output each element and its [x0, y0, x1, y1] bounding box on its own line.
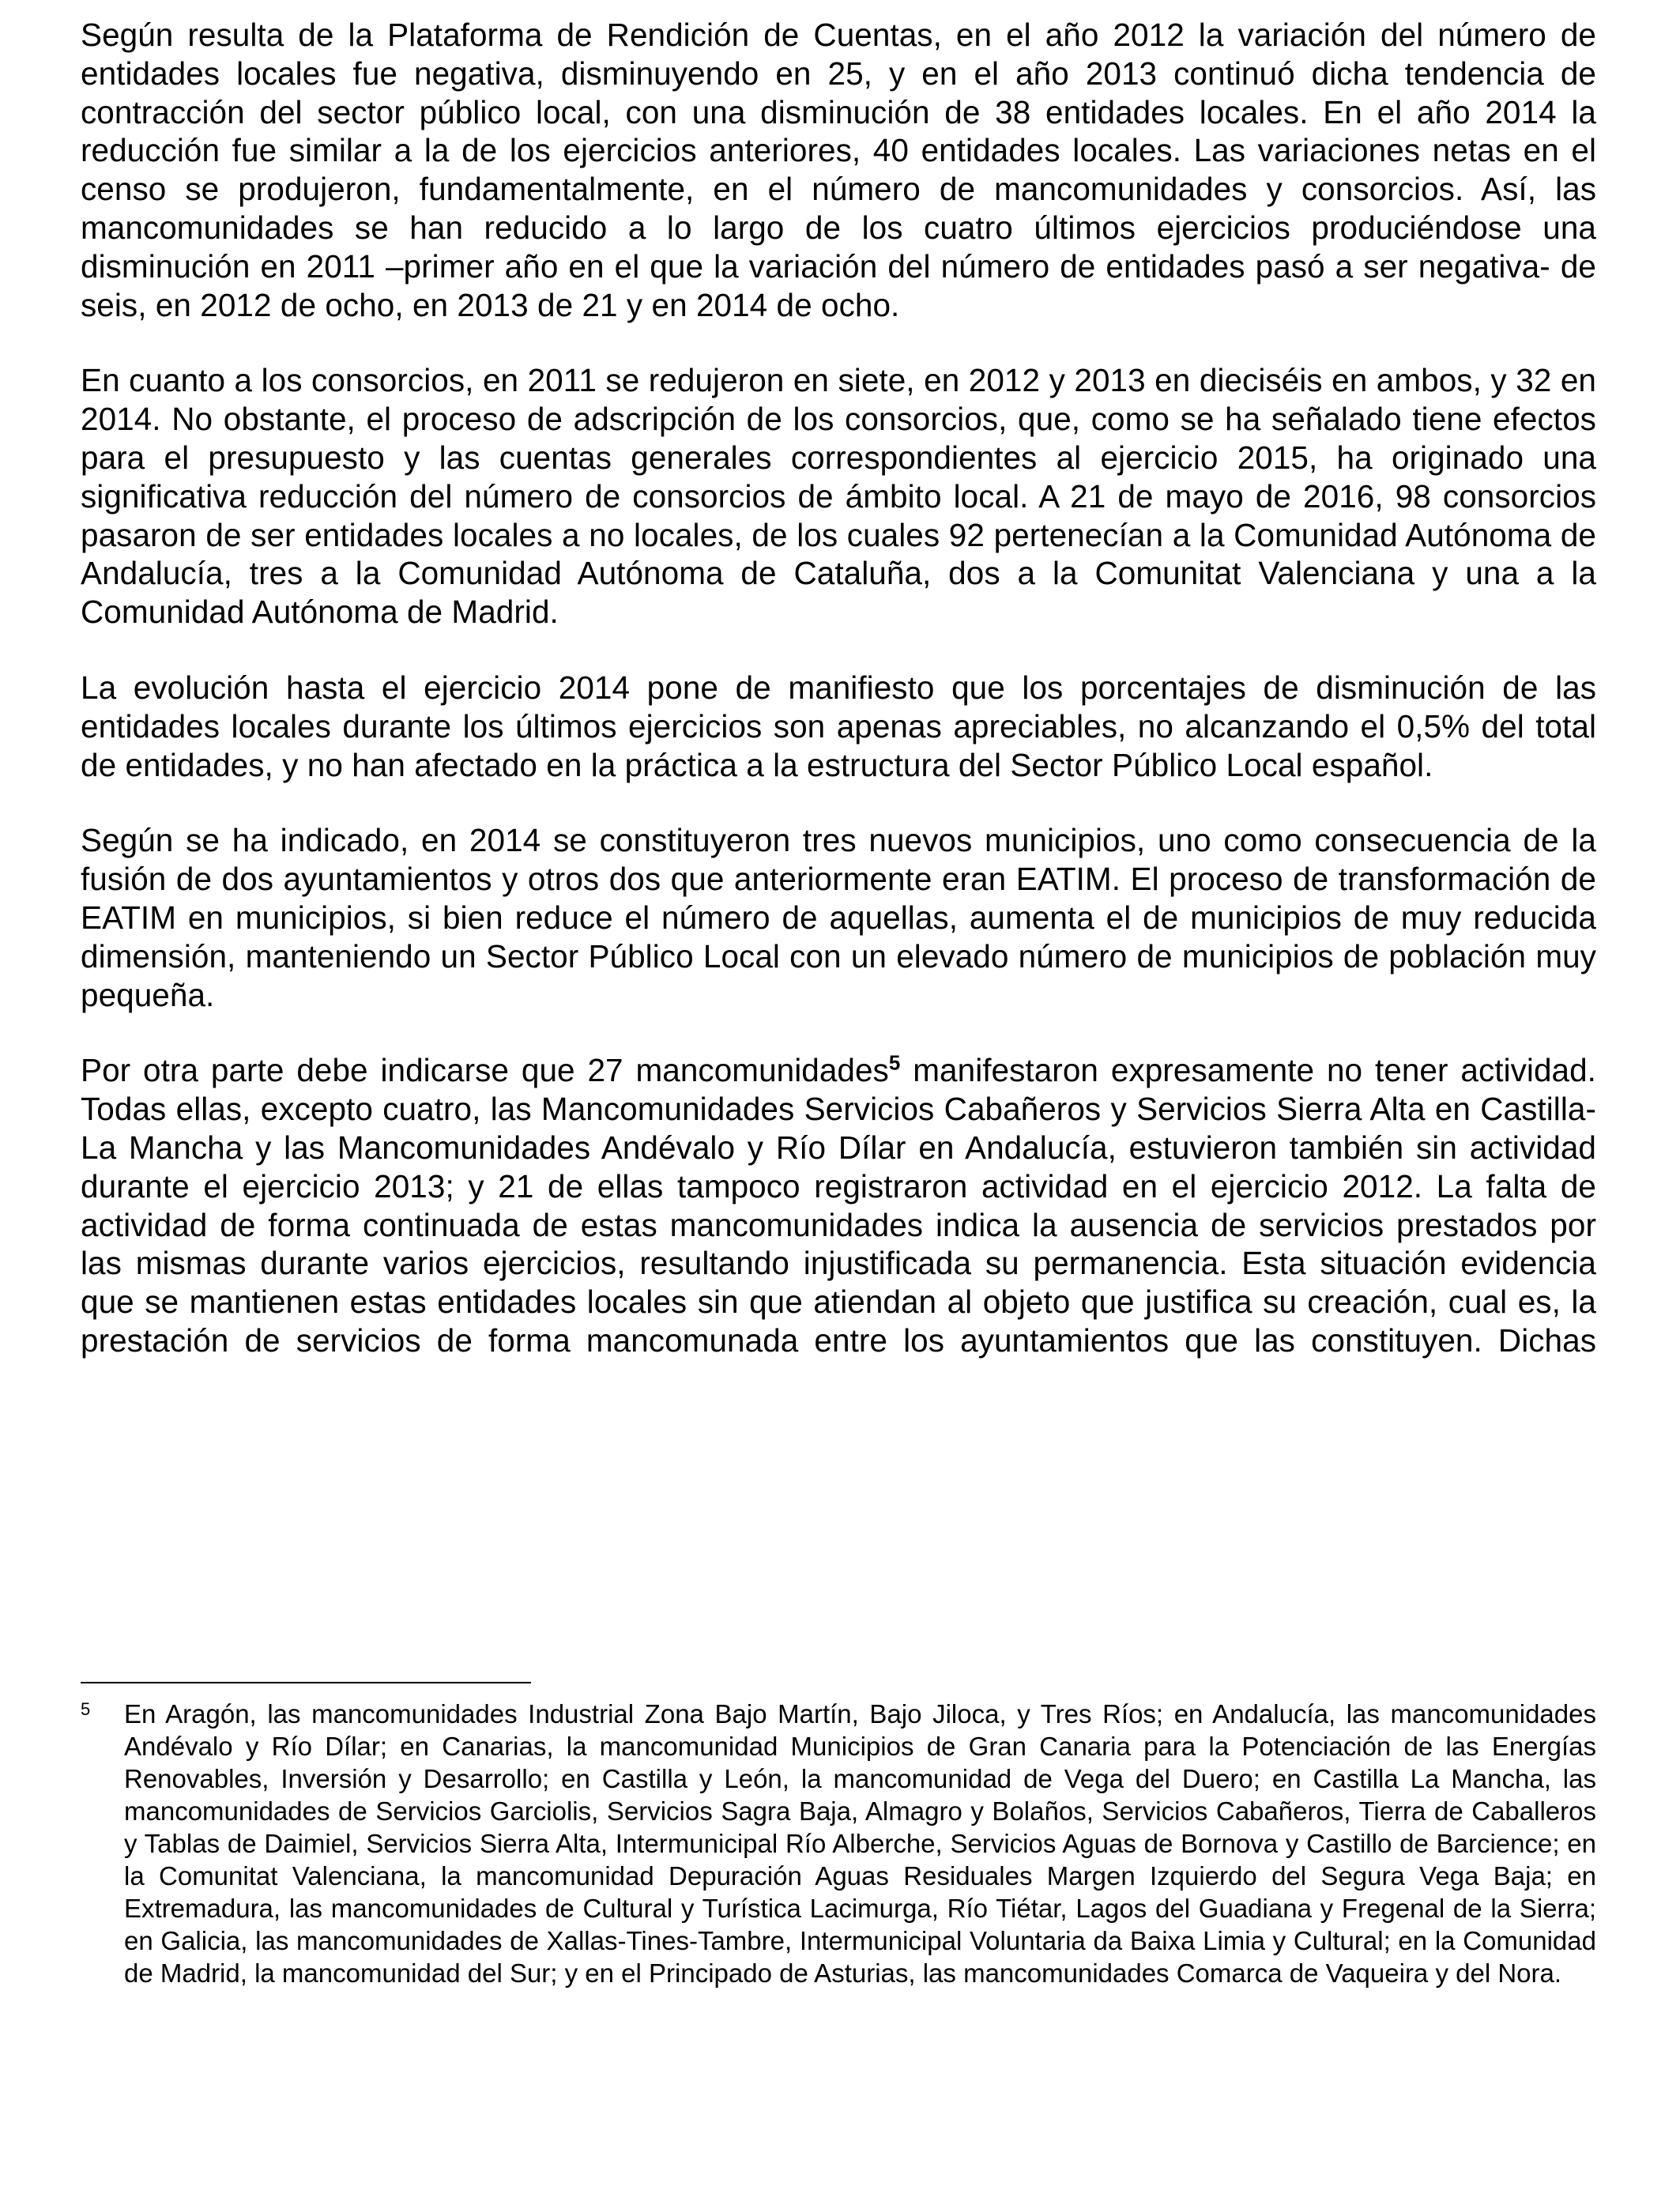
paragraph-new-municipalities: Según se ha indicado, en 2014 se constituyeron tres nuevos municipios, uno como consecuencia de la fusión de dos ayuntamientos y otros dos que anteriormente eran EATIM. El proceso de transformación de EATIM en municipios, si bien reduce el número de aquellas, aumenta el de municipios de muy reducida dimensión, manteniendo un Sector Público Local con un elevado número de municipios de población muy pequeña.: [81, 822, 1596, 1013]
paragraph-entity-variation: Según resulta de la Plataforma de Rendición de Cuentas, en el año 2012 la variación del número de entidades locales fue negativa, disminuyendo en 25, y en el año 2013 continuó dicha tendencia de contracción del sector público local, con una disminución de 38 entidades locales. En el año 2014 la reducción fue similar a la de los ejercicios anteriores, 40 entidades locales. Las variaciones netas en el censo se produjeron, fundamentalmente, en el número de mancomunidades y consorcios. Así, las mancomunidades se han reducido a lo largo de los cuatro últimos ejercicios produciéndose una disminución en 2011 –primer año en el que la variación del número de entidades pasó a ser negativa- de seis, en 2012 de ocho, en 2013 de 21 y en 2014 de ocho.: [81, 17, 1596, 323]
footnote-reference[interactable]: 5: [888, 1050, 901, 1075]
document-body: [81, 16, 1596, 1360]
footnote: [81, 1698, 1596, 1989]
footnote-number: 5: [81, 1699, 91, 1719]
footnote-separator: [81, 1682, 531, 1683]
paragraph-evolution: La evolución hasta el ejercicio 2014 pone de manifiesto que los porcentajes de disminución de las entidades locales durante los últimos ejercicios son apenas apreciables, no alcanzando el 0,5% del total de entidades, y no han afectado en la práctica a la estructura del Sector Público Local español.: [81, 669, 1596, 783]
footnote-text: En Aragón, las mancomunidades Industrial Zona Bajo Martín, Bajo Jiloca, y Tres Ríos; en Andalucía, las mancomunidades Andévalo y Río Dílar; en Canarias, la mancomunidad Municipios de Gran Canaria para la Potenciación de las Energías Renovables, Inversión y Desarrollo; en Castilla y León, la mancomunidad de Vega del Duero; en Castilla La Mancha, las mancomunidades de Servicios Garciolis, Servicios Sagra Baja, Almagro y Bolaños, Servicios Cabañeros, Tierra de Caballeros y Tablas de Daimiel, Servicios Sierra Alta, Intermunicipal Río Alberche, Servicios Aguas de Bornova y Castillo de Barcience; en la Comunitat Valenciana, la mancomunidad Depuración Aguas Residuales Margen Izquierdo del Segura Vega Baja; en Extremadura, las mancomunidades de Cultural y Turística Lacimurga, Río Tiétar, Lagos del Guadiana y Fregenal de la Sierra; en Galicia, las mancomunidades de Xallas-Tines-Tambre, Intermunicipal Voluntaria da Baixa Limia y Cultural; en la Comunidad de Madrid, la mancomunidad del Sur; y en el Principado de Asturias, las mancomunidades Comarca de Vaqueira y del Nora.: [124, 1699, 1596, 1988]
paragraph-text-end: manifestaron expresamente no tener actividad. Todas ellas, excepto cuatro, las Mancomunidades Servicios Cabañeros y Servicios Sierra Alta en Castilla-La Mancha y las Mancomunidades Andévalo y Río Dílar en Andalucía, estuvieron también sin actividad durante el ejercicio 2013; y 21 de ellas tampoco registraron actividad en el ejercicio 2012. La falta de actividad de forma continuada de estas mancomunidades indica la ausencia de servicios prestados por las mismas durante varios ejercicios, resultando injustificada su permanencia. Esta situación evidencia que se mantienen estas entidades locales sin que atiendan al objeto que justifica su creación, cual es, la prestación de servicios de forma mancomunada entre los ayuntamientos que las constituyen. Dichas: [81, 1052, 1596, 1359]
paragraph-inactive-mancomunidades: [81, 1051, 1596, 1359]
paragraph-text-start: Por otra parte debe indicarse que 27 mancomunidades: [81, 1052, 889, 1089]
paragraph-consortia: En cuanto a los consorcios, en 2011 se redujeron en siete, en 2012 y 2013 en dieciséis en ambos, y 32 en 2014. No obstante, el proceso de adscripción de los consorcios, que, como se ha señalado tiene efectos para el presupuesto y las cuentas generales correspondientes al ejercicio 2015, ha originado una significativa reducción del número de consorcios de ámbito local. A 21 de mayo de 2016, 98 consorcios pasaron de ser entidades locales a no locales, de los cuales 92 pertenecían a la Comunidad Autónoma de Andalucía, tres a la Comunidad Autónoma de Cataluña, dos a la Comunitat Valenciana y una a la Comunidad Autónoma de Madrid.: [81, 362, 1596, 631]
